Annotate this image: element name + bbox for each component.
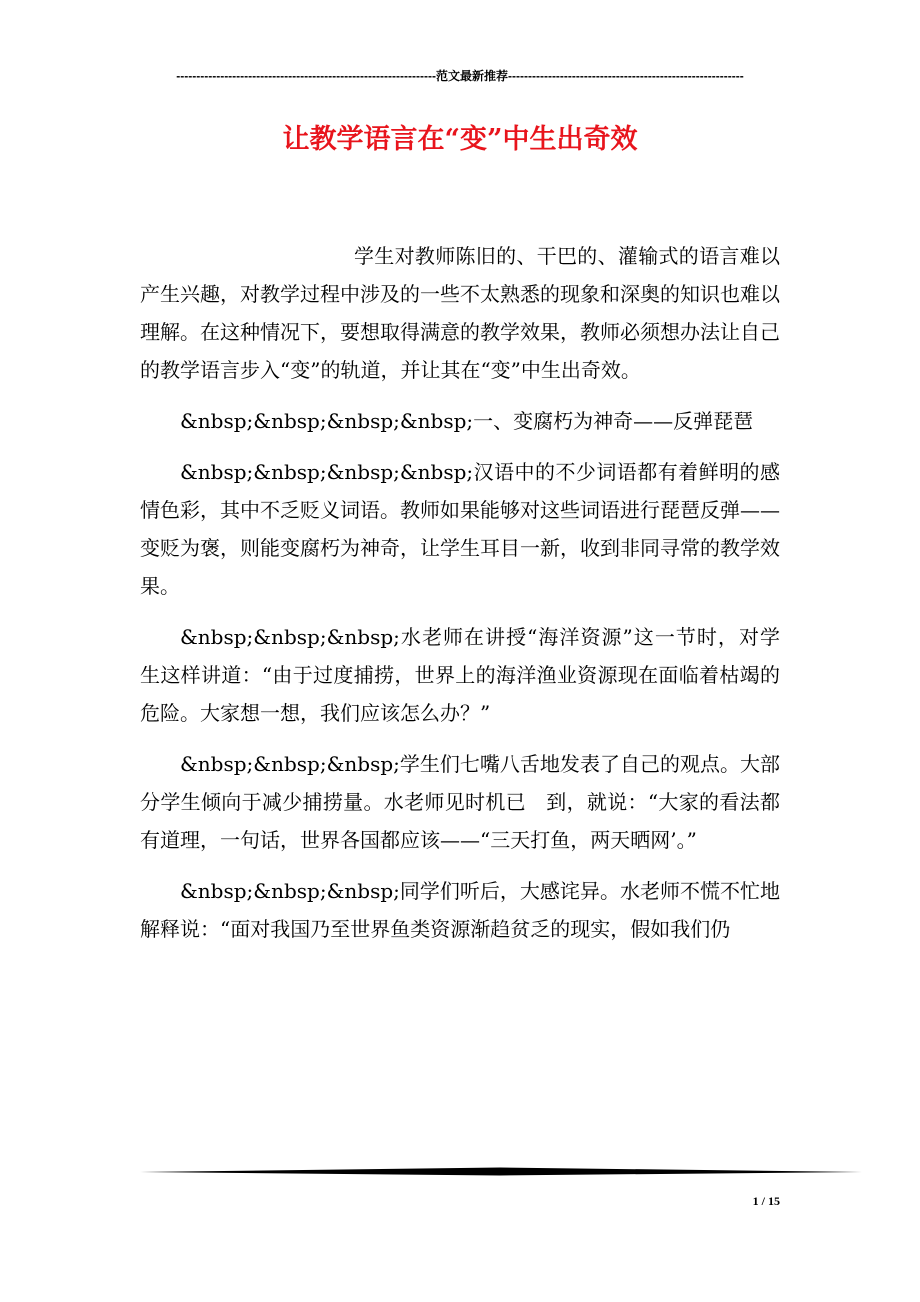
footer-rule (140, 1167, 862, 1176)
body-paragraph: &nbsp;&nbsp;&nbsp;水老师在讲授“海洋资源”这一节时，对学生这样讲道：“由于过度捕捞，世界上的海洋渔业资源现在面临着枯竭的危险。大家想一想，我们应该怎么办？” (140, 625, 780, 725)
document-title: 让教学语言在“变”中生出奇效 (282, 124, 638, 155)
page-header: -----------------------------------------------------------------范文最新推荐----------------------------------------------------------- (176, 69, 744, 83)
intro-paragraph: 学生对教师陈旧的、干巴的、灌输式的语言难以产生兴趣，对教学过程中涉及的一些不太熟悉的现象和深奥的知识也难以理解。在这种情况下，要想取得满意的教学效果，教师必须想办法让自己的教学语言步入“变”的轨道，并让其在“变”中生出奇效。 (140, 244, 780, 382)
body-paragraph: &nbsp;&nbsp;&nbsp;学生们七嘴八舌地发表了自己的观点。大部分学生倾向于减少捕捞量。水老师见时机已 到，就说：“大家的看法都有道理，一句话，世界各国都应该——“三天打鱼，两天晒网’。” (140, 752, 780, 852)
section-heading: &nbsp;&nbsp;&nbsp;&nbsp;一、变腐朽为神奇——反弹琵琶 (180, 409, 754, 433)
page-number: 1 / 15 (752, 1194, 780, 1208)
body-paragraph: &nbsp;&nbsp;&nbsp;&nbsp;汉语中的不少词语都有着鲜明的感情色彩，其中不乏贬义词语。教师如果能够对这些词语进行琵琶反弹——变贬为褒，则能变腐朽为神奇，让学生耳目一新，收到非同寻常的教学效果。 (140, 460, 780, 598)
document-body (140, 237, 780, 961)
body-paragraph: &nbsp;&nbsp;&nbsp;同学们听后，大感诧异。水老师不慌不忙地解释说：“面对我国乃至世界鱼类资源渐趋贫乏的现实，假如我们仍 (140, 879, 780, 941)
